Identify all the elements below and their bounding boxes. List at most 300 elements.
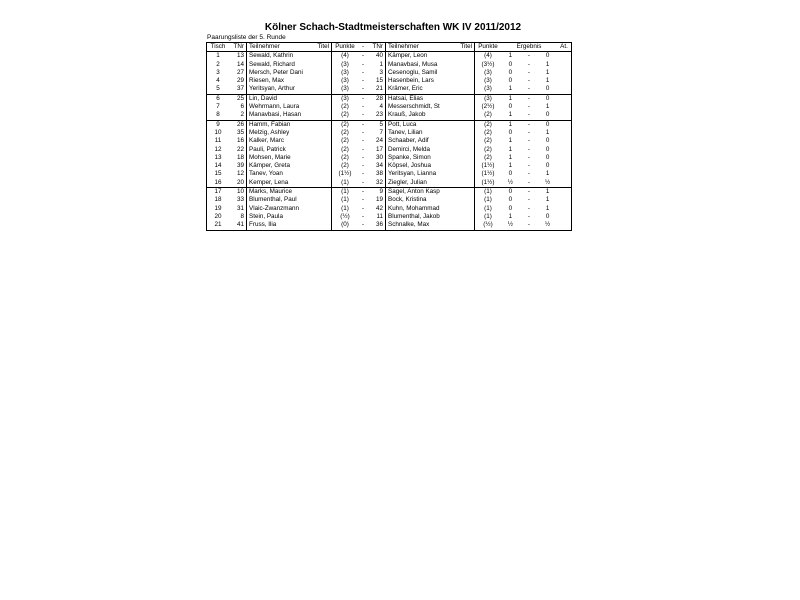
header-tnr-2: TNr [368,43,386,52]
cell-dash: - [358,179,368,188]
table-row [207,120,572,129]
table-row [207,85,572,94]
cell-ergebnis-2: 0 [545,52,550,60]
cell-dash: - [361,137,365,145]
cell-ergebnis-2: 0 [545,120,550,128]
cell-titel [311,137,332,145]
table-row [207,103,572,111]
cell-ergebnis-1: 1 [501,111,520,120]
cell-tnr-2: 4 [368,103,386,111]
cell-tnr-2: 5 [368,120,386,129]
cell-titel [311,188,332,197]
cell-ergebnis-1: 1 [508,162,513,170]
cell-titel [311,213,332,221]
cell-ergebnis-dash: - [527,60,531,68]
cell-teilnehmer-2: Pott, Luca [388,120,417,128]
cell-punkte-2: (2) [484,145,492,153]
cell-tnr-2: 28 [368,94,386,103]
cell-titel-2 [454,205,475,213]
cell-at [557,85,572,94]
table-row [207,129,572,137]
cell-ergebnis-2: 0 [545,137,550,145]
cell-tnr: 35 [229,129,247,137]
cell-dash: - [361,94,365,102]
cell-teilnehmer: Manavbasi, Hasan [247,111,312,120]
cell-tnr-2: 42 [368,205,386,213]
table-row [207,77,572,85]
cell-tnr: 16 [229,137,247,145]
cell-punkte-2: (3) [484,68,492,76]
cell-titel-2 [454,69,475,77]
table-row [207,170,572,178]
cell-teilnehmer-2: Blumenthal, Jakob [388,212,440,220]
cell-ergebnis-dash: - [527,128,531,136]
cell-teilnehmer-2: Köpsel, Joshua [388,162,432,170]
document-subtitle: Paarungsliste der 5. Runde [207,34,286,41]
cell-teilnehmer: Stein, Paula [249,212,283,220]
cell-punkte: (1) [341,188,349,196]
cell-punkte-2: (2) [484,120,492,128]
cell-teilnehmer: Mersch, Peter Dani [249,68,303,76]
cell-tisch: 7 [207,103,230,111]
cell-ergebnis-2: 1 [545,60,550,68]
header-punkte: Punkte [332,43,359,52]
cell-tnr-2: 19 [368,196,386,204]
cell-ergebnis-1: 1 [508,145,513,153]
cell-ergebnis-1: 1 [508,212,513,220]
cell-teilnehmer-2: Messerschmidt, St [388,103,440,111]
cell-punkte-2: (1½) [481,162,495,170]
cell-teilnehmer-2: Bock, Kristina [388,196,427,204]
cell-tnr-2: 7 [368,129,386,137]
table-row [207,137,572,145]
cell-titel [311,205,332,213]
cell-tnr: 14 [229,61,247,69]
cell-dash: - [361,103,365,111]
cell-ergebnis-dash: - [527,188,531,196]
cell-ergebnis-dash: - [527,137,531,145]
cell-ergebnis-dash: - [527,52,531,60]
cell-at [557,188,572,197]
cell-titel-2 [454,170,475,178]
cell-teilnehmer: Tanev, Yoan [249,170,283,178]
cell-dash: - [361,120,365,128]
cell-dash: - [361,52,365,60]
table-row [207,205,572,213]
cell-titel [311,94,332,103]
cell-titel [311,120,332,129]
cell-titel [311,196,332,204]
cell-punkte: (1½) [338,170,352,178]
cell-tnr-2: 23 [368,111,386,120]
cell-ergebnis-1: 0 [508,60,513,68]
cell-ergebnis-2: 1 [545,128,550,136]
cell-punkte: (1) [332,179,359,188]
cell-at [557,61,572,69]
cell-tnr-2: 36 [368,221,386,230]
cell-ergebnis-2: 1 [545,204,550,212]
header-at: At. [557,43,572,52]
cell-ergebnis-dash: - [520,85,539,94]
cell-tnr-2: 38 [368,170,386,178]
cell-ergebnis-dash: - [527,212,531,220]
cell-titel [311,77,332,85]
cell-dash: - [361,153,365,161]
cell-teilnehmer: Hamm, Fabian [249,120,291,128]
cell-punkte-2: (2) [484,153,492,161]
cell-at [557,94,572,103]
cell-ergebnis-dash: - [527,77,531,85]
cell-punkte: (3) [332,85,359,94]
cell-punkte: (2) [341,128,349,136]
cell-teilnehmer-2: Schaaber, Adif [388,137,429,145]
cell-ergebnis-dash: - [520,221,539,230]
cell-ergebnis-dash: - [527,153,531,161]
cell-punkte-2: (3) [484,94,492,102]
cell-at [557,146,572,154]
cell-teilnehmer-2: Hasenbein, Lars [388,77,434,85]
cell-punkte-2: (½) [475,221,502,230]
cell-tnr: 18 [229,154,247,162]
cell-ergebnis-dash: - [527,162,531,170]
cell-punkte: (2) [341,120,349,128]
cell-ergebnis-dash: - [527,204,531,212]
cell-dash: - [358,221,368,230]
cell-punkte: (0) [332,221,359,230]
cell-tisch: 13 [207,154,230,162]
cell-tnr: 33 [229,196,247,204]
cell-ergebnis-dash: - [527,103,531,111]
cell-ergebnis-1: 1 [501,85,520,94]
cell-teilnehmer-2: Schnalke, Max [386,221,455,230]
cell-at [557,69,572,77]
cell-punkte: (2) [341,162,349,170]
cell-tnr-2: 3 [368,69,386,77]
cell-titel-2 [454,52,475,61]
cell-dash: - [361,162,365,170]
cell-at [557,196,572,204]
cell-titel-2 [454,146,475,154]
cell-punkte: (3) [341,77,349,85]
cell-titel-2 [454,137,475,145]
cell-ergebnis-dash: - [527,170,531,178]
cell-teilnehmer-2: Ziegler, Julian [386,179,455,188]
cell-ergebnis-1: ½ [501,179,520,188]
table-row [207,52,572,61]
cell-titel-2 [454,120,475,129]
cell-titel [311,129,332,137]
cell-at [557,205,572,213]
cell-tisch: 14 [207,162,230,170]
cell-ergebnis-dash: - [527,68,531,76]
cell-tnr: 20 [229,179,247,188]
cell-titel-2 [454,196,475,204]
cell-titel-2 [454,103,475,111]
cell-ergebnis-1: 0 [508,204,513,212]
cell-titel [311,221,332,230]
cell-tnr: 29 [229,77,247,85]
cell-at [557,221,572,230]
cell-ergebnis-dash: - [520,179,539,188]
cell-tisch: 9 [207,120,230,129]
cell-at [557,129,572,137]
cell-titel [311,170,332,178]
cell-dash: - [361,77,365,85]
cell-teilnehmer-2: Manavbasi, Musa [388,60,438,68]
cell-tnr: 6 [229,103,247,111]
cell-ergebnis-2: 1 [545,77,550,85]
cell-punkte: (1) [341,204,349,212]
cell-tnr-2: 11 [368,213,386,221]
cell-dash: - [358,85,368,94]
cell-at [557,170,572,178]
cell-tnr: 41 [229,221,247,230]
cell-teilnehmer-2: Tanev, Lilian [388,128,423,136]
table-row [207,146,572,154]
cell-teilnehmer-2: Demirci, Melda [388,145,430,153]
header-teilnehmer-2: Teilnehmer [386,43,455,52]
cell-teilnehmer-2: Spanke, Simon [388,153,431,161]
cell-tnr-2: 24 [368,137,386,145]
cell-ergebnis-1: 0 [508,196,513,204]
cell-tisch: 17 [207,188,230,197]
cell-ergebnis-1: 0 [508,103,513,111]
cell-dash: - [358,111,368,120]
cell-tnr: 10 [229,188,247,197]
cell-ergebnis-2: 1 [545,170,550,178]
cell-teilnehmer: Sewald, Richard [249,60,295,68]
cell-ergebnis-2: 0 [545,94,550,102]
cell-at [557,179,572,188]
cell-titel-2 [454,188,475,197]
cell-ergebnis-dash: - [527,196,531,204]
cell-at [557,103,572,111]
cell-teilnehmer-2: Cesenoglu, Samil [388,68,438,76]
cell-ergebnis-2: 0 [545,145,550,153]
cell-teilnehmer-2: Krämer, Eric [386,85,455,94]
cell-titel [311,69,332,77]
cell-teilnehmer: Vlaic-Zwanzmann [249,204,300,212]
cell-ergebnis-2: 0 [538,111,557,120]
cell-teilnehmer: Riesen, Max [249,77,284,85]
cell-tisch: 10 [207,129,230,137]
cell-at [557,162,572,170]
cell-punkte-2: (3) [484,77,492,85]
cell-at [557,111,572,120]
cell-titel [311,162,332,170]
cell-titel [311,61,332,69]
cell-titel [311,111,332,120]
cell-tisch: 8 [207,111,230,120]
cell-ergebnis-1: 0 [508,128,513,136]
cell-ergebnis-dash: - [520,111,539,120]
cell-tnr-2: 15 [368,77,386,85]
cell-at [557,213,572,221]
cell-dash: - [361,188,365,196]
cell-tnr-2: 17 [368,146,386,154]
table-row [207,162,572,170]
cell-punkte: (1) [341,196,349,204]
cell-titel-2 [454,179,475,188]
cell-punkte: (½) [340,212,350,220]
header-ergebnis: Ergebnis [501,43,557,52]
cell-tisch: 1 [207,52,230,61]
cell-teilnehmer: Kämper, Greta [249,162,290,170]
cell-teilnehmer: Sewald, Kathrin [249,52,294,60]
cell-teilnehmer-2: Krauß, Jakob [386,111,455,120]
cell-punkte-2: (1) [484,188,492,196]
cell-teilnehmer: Pauli, Patrick [249,145,286,153]
cell-tisch: 18 [207,196,230,204]
cell-tisch: 2 [207,61,230,69]
cell-titel-2 [454,213,475,221]
cell-ergebnis-1: 0 [508,77,513,85]
cell-teilnehmer: Kalker, Marc [249,137,284,145]
table-header-row [207,43,572,52]
cell-punkte: (2) [332,111,359,120]
cell-dash: - [361,196,365,204]
cell-teilnehmer: Blumenthal, Paul [249,196,297,204]
cell-titel-2 [454,94,475,103]
cell-tnr: 26 [229,120,247,129]
cell-punkte-2: (2) [484,137,492,145]
cell-tnr-2: 40 [368,52,386,61]
cell-ergebnis-2: 1 [545,196,550,204]
header-titel-2: Titel [454,43,475,52]
cell-tisch: 21 [207,221,230,230]
pairings-table [206,42,572,231]
cell-tnr: 31 [229,205,247,213]
cell-punkte: (2) [341,137,349,145]
cell-tisch: 19 [207,205,230,213]
cell-dash: - [361,204,365,212]
cell-tnr-2: 30 [368,154,386,162]
cell-ergebnis-1: 1 [508,120,513,128]
cell-titel-2 [454,77,475,85]
cell-at [557,120,572,129]
table-row [207,61,572,69]
cell-tnr-2: 34 [368,162,386,170]
table-row [207,154,572,162]
cell-titel-2 [454,129,475,137]
cell-tisch: 4 [207,77,230,85]
cell-teilnehmer-2: Kuhn, Mohammad [388,204,440,212]
cell-tisch: 5 [207,85,230,94]
cell-punkte-2: (1½) [481,170,495,178]
cell-tnr-2: 9 [368,188,386,197]
cell-at [557,77,572,85]
table-row [207,94,572,103]
cell-ergebnis-2: 0 [545,212,550,220]
cell-tnr: 27 [229,69,247,77]
cell-dash: - [361,60,365,68]
table-row [207,179,572,188]
cell-tnr: 8 [229,213,247,221]
cell-tnr: 2 [229,111,247,120]
cell-teilnehmer: Yeritsyan, Arthur [247,85,312,94]
cell-ergebnis-2: 0 [545,162,550,170]
cell-teilnehmer-2: Hatsai, Elias [388,94,423,102]
cell-at [557,154,572,162]
table-row [207,111,572,120]
cell-titel [311,146,332,154]
cell-ergebnis-2: 1 [545,68,550,76]
cell-tnr-2: 32 [368,179,386,188]
cell-titel-2 [454,162,475,170]
cell-teilnehmer-2: Sagel, Anton Kasp [388,188,440,196]
cell-dash: - [361,212,365,220]
table-row [207,221,572,230]
cell-punkte-2: (1) [484,212,492,220]
header-teilnehmer: Teilnehmer [247,43,312,52]
cell-punkte-2: (4) [484,52,492,60]
cell-ergebnis-dash: - [527,145,531,153]
cell-teilnehmer: Fruss, Ilia [247,221,312,230]
cell-ergebnis-1: 1 [508,153,513,161]
cell-ergebnis-2: ½ [538,179,557,188]
cell-teilnehmer-2: Kämper, Leon [388,52,428,60]
cell-punkte: (2) [341,145,349,153]
cell-punkte-2: (1) [484,196,492,204]
cell-dash: - [361,128,365,136]
cell-teilnehmer: Kemper, Lena [247,179,312,188]
cell-tisch: 20 [207,213,230,221]
cell-titel [311,179,332,188]
cell-ergebnis-1: ½ [501,221,520,230]
table-row [207,196,572,204]
cell-punkte: (3) [341,68,349,76]
cell-punkte-2: (1½) [475,179,502,188]
cell-ergebnis-1: 0 [508,170,513,178]
cell-punkte-2: (2½) [481,103,495,111]
cell-ergebnis-1: 0 [508,188,513,196]
document-title: Kölner Schach-Stadtmeisterschaften WK IV 2011/2012 [264,22,522,33]
cell-at [557,52,572,61]
cell-punkte-2: (2) [484,128,492,136]
cell-tisch: 11 [207,137,230,145]
cell-ergebnis-dash: - [527,94,531,102]
cell-tnr: 39 [229,162,247,170]
cell-titel-2 [454,85,475,94]
cell-teilnehmer: Marks, Maurice [249,188,293,196]
cell-titel [311,154,332,162]
cell-teilnehmer-2: Yeritsyan, Lianna [388,170,437,178]
cell-titel [311,52,332,61]
cell-punkte: (4) [341,52,349,60]
cell-punkte: (2) [341,103,349,111]
cell-at [557,137,572,145]
cell-titel [311,103,332,111]
table-row [207,213,572,221]
cell-tnr: 25 [229,94,247,103]
cell-ergebnis-2: 0 [538,85,557,94]
cell-tnr: 12 [229,170,247,178]
header-tisch: Tisch [207,43,230,52]
cell-titel-2 [454,61,475,69]
cell-tnr: 37 [229,85,247,94]
cell-ergebnis-1: 1 [508,137,513,145]
cell-punkte-2: (3½) [481,60,495,68]
cell-titel-2 [454,154,475,162]
cell-tisch: 12 [207,146,230,154]
cell-punkte-2: (2) [475,111,502,120]
header-titel: Titel [311,43,332,52]
cell-ergebnis-2: 1 [545,188,550,196]
cell-ergebnis-2: 1 [545,103,550,111]
cell-ergebnis-1: 1 [508,94,513,102]
cell-tnr: 22 [229,146,247,154]
cell-teilnehmer: Mohsen, Marie [249,153,291,161]
